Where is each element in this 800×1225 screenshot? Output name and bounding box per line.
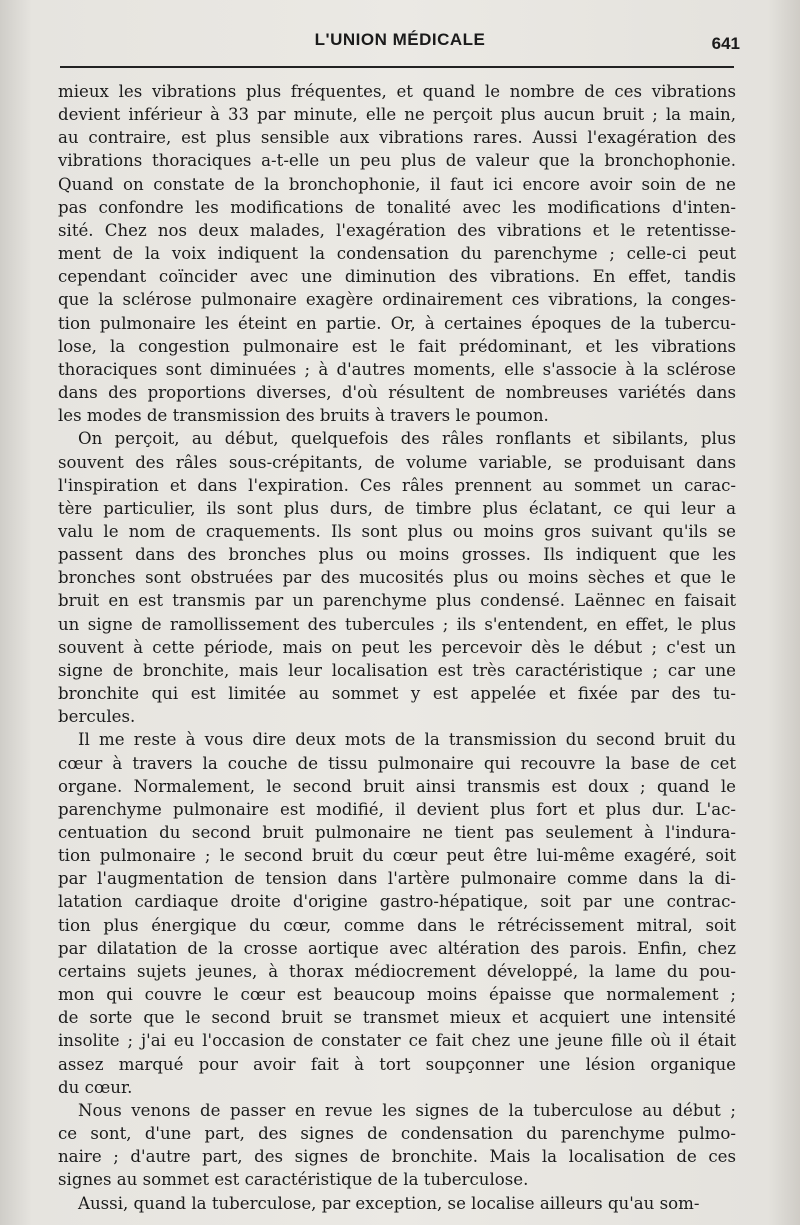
paragraph [58, 728, 736, 1099]
text-line: du cœur. [58, 1077, 133, 1097]
text-line: ment de la voix indiquent la condensation du parenchyme ; celle-ci peut [58, 244, 736, 264]
text-line: l'inspiration et dans l'expiration. Ces râles prennent au sommet un carac- [58, 475, 736, 495]
text-line: signes au sommet est caractéristique de la tuberculose. [58, 1170, 529, 1190]
paragraph [58, 80, 736, 427]
text-line: mon qui couvre le cœur est beaucoup moins épaisse que normalement ; [58, 985, 736, 1005]
text-line: passent dans des bronches plus ou moins grosses. Ils indiquent que les [58, 545, 736, 565]
text-line: tion pulmonaire les éteint en partie. Or, à certaines époques de la tubercu- [58, 313, 736, 333]
text-line: latation cardiaque droite d'origine gastro-hépatique, soit par une contrac- [58, 892, 736, 912]
page-header [60, 30, 740, 60]
text-line: dans des proportions diverses, d'où résultent de nombreuses variétés dans [58, 383, 736, 403]
text-line: thoraciques sont diminuées ; à d'autres moments, elle s'associe à la sclérose [58, 359, 736, 379]
header-rule [60, 66, 734, 68]
text-line: Quand on constate de la bronchophonie, il faut ici encore avoir soin de ne [58, 174, 736, 194]
text-line: ce sont, d'une part, des signes de condensation du parenchyme pulmo- [58, 1124, 736, 1144]
paragraph [58, 1192, 736, 1215]
text-line: de sorte que le second bruit se transmet mieux et acquiert une intensité [58, 1008, 736, 1028]
text-line: tère particulier, ils sont plus durs, de timbre plus éclatant, ce qui leur a [58, 498, 736, 518]
text-line: Il me reste à vous dire deux mots de la transmission du second bruit du [78, 730, 736, 750]
text-line: vibrations thoraciques a-t-elle un peu plus de valeur que la bronchophonie. [58, 151, 736, 171]
text-line: bronches sont obstruées par des mucosités plus ou moins sèches et que le [58, 568, 736, 588]
text-line: centuation du second bruit pulmonaire ne tient pas seulement à l'indura- [58, 823, 736, 842]
text-line: tion pulmonaire ; le second bruit du cœur peut être lui-même exagéré, soit [58, 846, 736, 866]
text-line: signe de bronchite, mais leur localisation est très caractéristique ; car une [58, 660, 736, 680]
text-line: tion plus énergique du cœur, comme dans le rétrécissement mitral, soit [58, 915, 736, 935]
text-line: insolite ; j'ai eu l'occasion de constater ce fait chez une jeune fille où il était [58, 1031, 736, 1051]
text-line: bercules. [58, 707, 136, 727]
text-line: mieux les vibrations plus fréquentes, et quand le nombre de ces vibrations [58, 82, 736, 101]
text-line: bruit en est transmis par un parenchyme plus condensé. Laënnec en faisait [58, 591, 736, 611]
text-line: lose, la congestion pulmonaire est le fait prédominant, et les vibrations [58, 336, 736, 356]
text-line: souvent à cette période, mais on peut les percevoir dès le début ; c'est un [58, 637, 736, 657]
text-line: Aussi, quand la tuberculose, par exception, se localise ailleurs qu'au som- [78, 1193, 700, 1213]
text-line: Nous venons de passer en revue les signes de la tuberculose au début ; [78, 1100, 736, 1120]
text-line: sité. Chez nos deux malades, l'exagération des vibrations et le retentisse- [58, 220, 736, 240]
text-line: cœur à travers la couche de tissu pulmonaire qui recouvre la base de cet [58, 753, 736, 773]
text-line: bronchite qui est limitée au sommet y est appelée et fixée par des tu- [58, 684, 736, 704]
text-line: un signe de ramollissement des tubercules ; ils s'entendent, en effet, le plus [58, 614, 736, 634]
text-line: cependant coïncider avec une diminution des vibrations. En effet, tandis [58, 267, 736, 287]
text-line: que la sclérose pulmonaire exagère ordinairement ces vibrations, la conges- [58, 290, 736, 310]
page-number: 641 [711, 34, 740, 53]
text-line: par dilatation de la crosse aortique avec altération des parois. Enfin, chez [58, 938, 736, 958]
text-line: les modes de transmission des bruits à travers le poumon. [58, 406, 549, 426]
text-line: devient inférieur à 33 par minute, elle ne perçoit plus aucun bruit ; la main, [58, 105, 736, 125]
paragraph [58, 1099, 736, 1192]
text-line: au contraire, est plus sensible aux vibrations rares. Aussi l'exagération des [58, 128, 736, 148]
text-line: souvent des râles sous-crépitants, de volume variable, se produisant dans [58, 452, 736, 472]
text-line: naire ; d'autre part, des signes de bronchite. Mais la localisation de ces [58, 1147, 736, 1167]
text-line: parenchyme pulmonaire est modifié, il devient plus fort et plus dur. L'ac- [58, 799, 736, 819]
body-text [58, 80, 736, 1215]
text-line: organe. Normalement, le second bruit ainsi transmis est doux ; quand le [58, 776, 736, 796]
running-title: L'UNION MÉDICALE [314, 30, 486, 49]
text-line: pas confondre les modifications de tonalité avec les modifications d'inten- [58, 197, 736, 217]
text-line: valu le nom de craquements. Ils sont plus ou moins gros suivant qu'ils se [58, 521, 736, 541]
text-line: On perçoit, au début, quelquefois des râles ronflants et sibilants, plus [78, 429, 736, 449]
text-line: certains sujets jeunes, à thorax médiocrement développé, la lame du pou- [58, 961, 736, 981]
text-line: par l'augmentation de tension dans l'artère pulmonaire comme dans la di- [58, 869, 736, 889]
text-line: assez marqué pour avoir fait à tort soupçonner une lésion organique [58, 1054, 736, 1074]
paragraph [58, 427, 736, 728]
